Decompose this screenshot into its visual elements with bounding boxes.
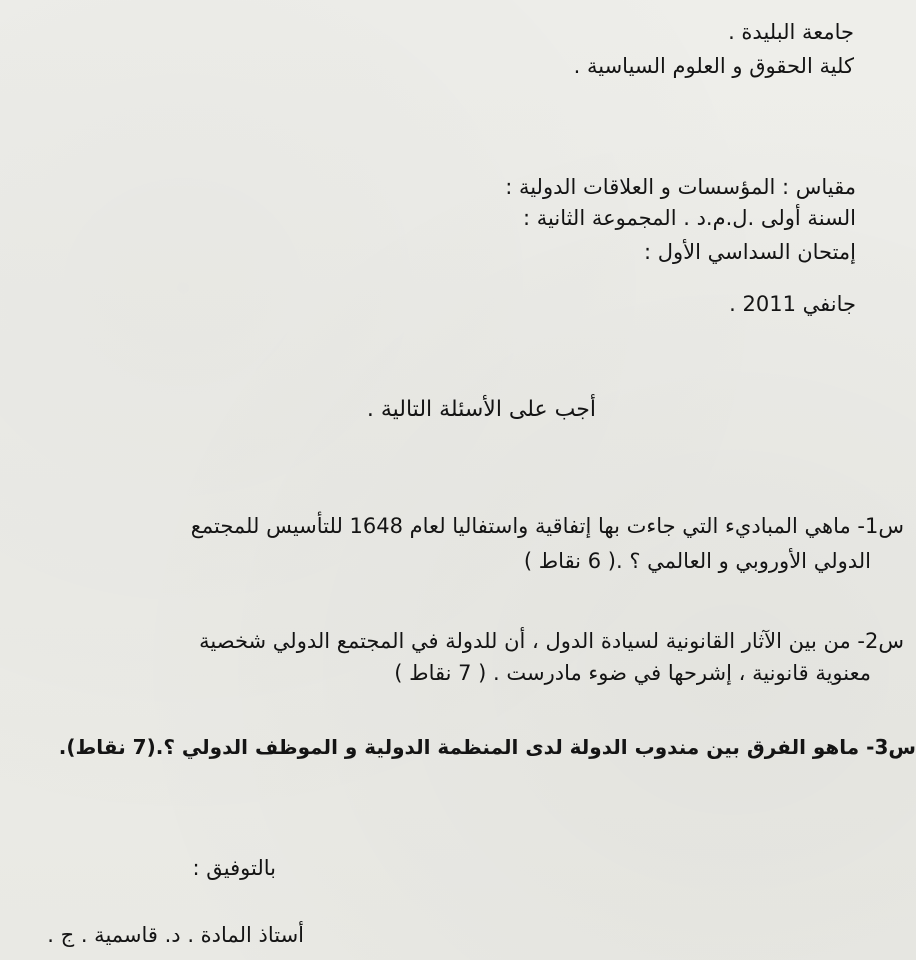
good-luck: بالتوفيق : (192, 856, 276, 880)
question-1-line-1: س1- ماهي المباديء التي جاءت بها إتفاقية واستفاليا لعام 1648 للتأسيس للمجتمع (190, 514, 904, 538)
module-title: مقياس : المؤسسات و العلاقات الدولية : (505, 175, 856, 199)
exam-date: جانفي 2011 . (729, 292, 856, 316)
university-name: جامعة البليدة . (728, 20, 854, 44)
question-1-line-2: الدولي الأوروبي و العالمي ؟ .( 6 نقاط ) (523, 549, 871, 573)
year-group: السنة أولى .ل.م.د . المجموعة الثانية : (523, 206, 856, 230)
faculty-name: كلية الحقوق و العلوم السياسية . (573, 54, 854, 78)
exam-title: إمتحان السداسي الأول : (643, 240, 856, 264)
question-3: س3- ماهو الفرق بين مندوب الدولة لدى المنظمة الدولية و الموظف الدولي ؟.(7 نقاط). (58, 735, 916, 759)
question-2-line-2: معنوية قانونية ، إشرحها في ضوء مادرست . ( 7 نقاط ) (394, 661, 871, 685)
question-2-line-1: س2- من بين الآثار القانونية لسيادة الدول ، أن للدولة في المجتمع الدولي شخصية (199, 629, 904, 653)
teacher-signature: أستاذ المادة . د. قاسمية . ج . (47, 923, 304, 947)
instruction: أجب على الأسئلة التالية . (366, 397, 596, 422)
